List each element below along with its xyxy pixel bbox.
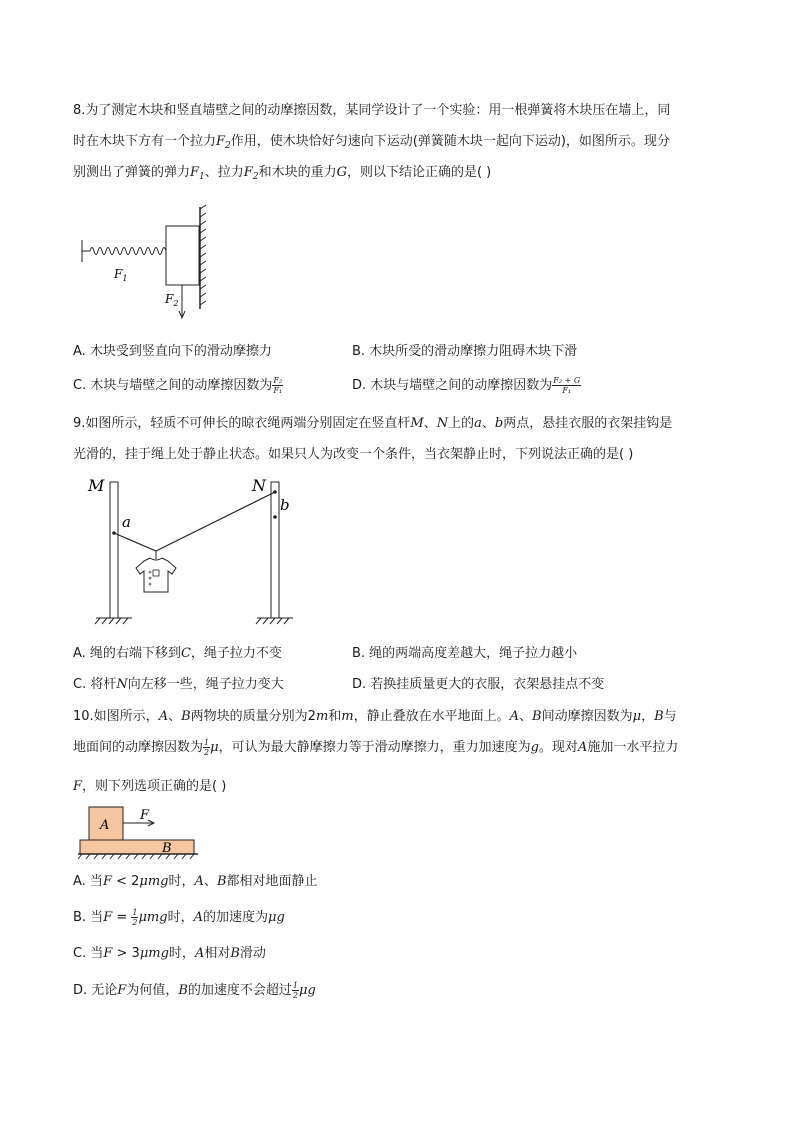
q8-stem-line3: 别测出了弹簧的弹力$F_1$、拉力$F_2$和木块的重力G，则以下结论正确的是( ): [73, 165, 492, 182]
shirt: [136, 558, 176, 592]
q10-option-d[interactable]: D. 无论F为何值，B的加速度不会超过 $\frac{1}{2}$ μg: [73, 981, 316, 1000]
q9-option-b[interactable]: B. 绳的两端高度差越大，绳子拉力越小: [352, 646, 578, 661]
q9-option-a[interactable]: A. 绳的右端下移到C，绳子拉力不变: [73, 646, 282, 661]
q8-stem-line2: 时在木块下方有一个拉力$F_2$作用，使木块恰好匀速向下运动(弹簧随木块一起向下运动)，如图所示。现分: [73, 134, 670, 151]
q10-stem-line2: 地面间的动摩擦因数为 $\frac{1}{2}$ μ，可认为最大静摩擦力等于滑动摩擦力，重力加速度为g。现对A施加一水平拉力: [73, 738, 679, 757]
wood-block: [166, 226, 199, 285]
spring-coil: [90, 248, 166, 255]
q8-option-a[interactable]: A. 木块受到竖直向下的滑动摩擦力: [73, 344, 272, 359]
q9-stem-line2: 光滑的，挂于绳上处于静止状态。如果只人为改变一个条件，当衣架静止时，下列说法正确的是( ): [73, 447, 634, 462]
label-block-b: B: [162, 841, 172, 856]
block-b: [80, 840, 194, 854]
q8-spring-block-figure: [78, 205, 218, 325]
q10-option-a[interactable]: A. 当F < 2μmg时，A、B都相对地面静止: [73, 874, 318, 889]
q10-stem-line3: F，则下列选项正确的是( ): [73, 779, 227, 794]
q9-stem-line1: 9.如图所示，轻质不可伸长的晾衣绳两端分别固定在竖直杆M、N上的a、b两点，悬挂衣服的衣架挂钩是: [73, 416, 673, 431]
label-m: M: [88, 476, 105, 495]
f2-label: $F_2$: [165, 292, 179, 308]
rope: [114, 492, 275, 551]
q9-option-c[interactable]: C. 将杆N向左移一些，绳子拉力变大: [73, 677, 284, 692]
q9-clothesline-figure: [80, 472, 310, 632]
q10-blocks-figure: [78, 805, 208, 860]
f1-label: $F_1$: [114, 267, 128, 283]
pole-n: [271, 482, 279, 618]
q10-option-c[interactable]: C. 当F > 3μmg时，A相对B滑动: [73, 946, 266, 961]
q8-option-c-fraction: $\frac{\text{F₂}}{\text{F₁}}$: [273, 376, 283, 395]
label-b: b: [280, 496, 290, 514]
q8-option-d[interactable]: D. 木块与墙壁之间的动摩擦因数为 $\frac{\text{F₂ + G}}{\text{F₁}}$: [352, 376, 581, 395]
pole-m: [110, 482, 118, 618]
q10-stem-line1: 10.如图所示，A、B两物块的质量分别为2m和m，静止叠放在水平地面上。A、B间动摩擦因数为μ，B与: [73, 709, 677, 724]
label-n: N: [252, 476, 266, 495]
half-fraction: $\frac{1}{2}$: [132, 908, 138, 927]
q8-option-c[interactable]: C. 木块与墙壁之间的动摩擦因数为 $\frac{\text{F₂}}{\text{F₁}}$: [73, 376, 283, 395]
q8-stem-line1: 8.为了测定木块和竖直墙壁之间的动摩擦因数，某同学设计了一个实验：用一根弹簧将木块压在墙上，同: [73, 103, 671, 118]
q9-option-d[interactable]: D. 若换挂质量更大的衣服，衣架悬挂点不变: [352, 677, 605, 692]
label-block-a: A: [100, 818, 110, 833]
half-fraction: $\frac{1}{2}$: [292, 981, 298, 1000]
label-force: F: [140, 808, 150, 823]
half-fraction: $\frac{1}{2}$: [204, 738, 210, 757]
q10-option-b[interactable]: B. 当F = $\frac{1}{2}$ μmg时，A的加速度为μg: [73, 908, 285, 927]
q8-option-d-fraction: $\frac{\text{F₂ + G}}{\text{F₁}}$: [553, 376, 581, 395]
label-a: a: [122, 513, 131, 531]
q8-option-b[interactable]: B. 木块所受的滑动摩擦力阻碍木块下滑: [352, 344, 578, 359]
